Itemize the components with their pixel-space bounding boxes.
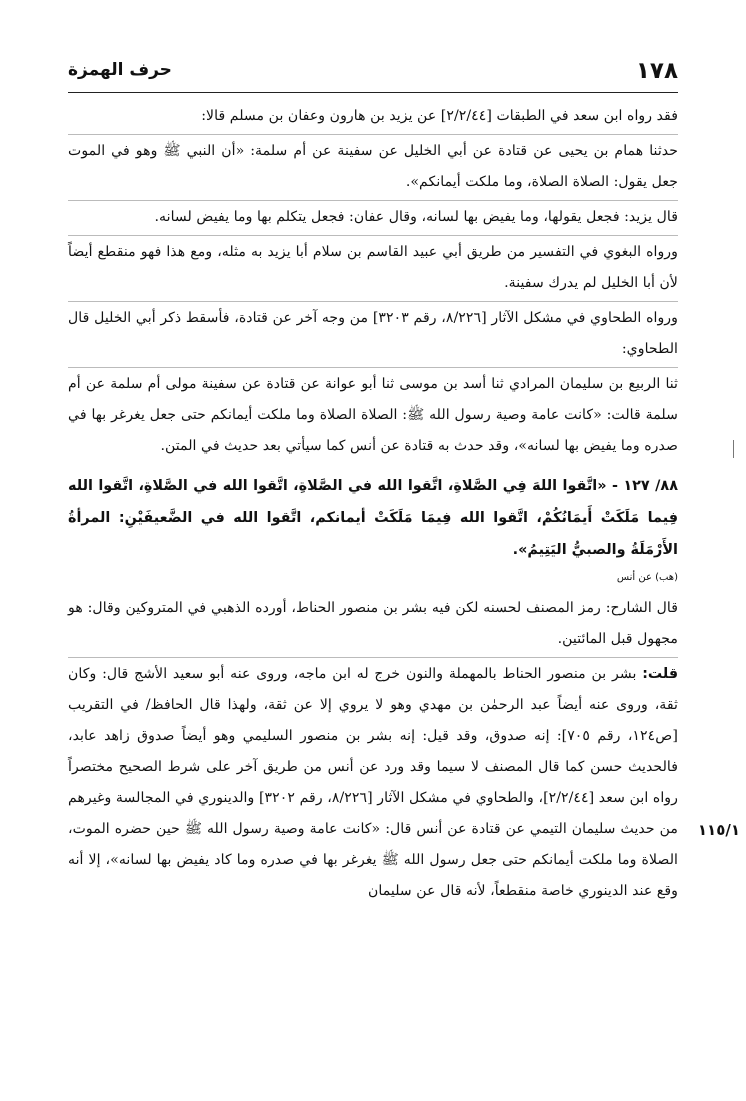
qult-paragraph <box>68 658 678 909</box>
margin-mark <box>733 440 734 458</box>
commentary-sharih: قال الشارح: رمز المصنف لحسنه لكن فيه بشر بن منصور الحناط، أورده الذهبي في المتروكين وقال: هو مجهول قبل المائتين. <box>68 592 678 658</box>
page-number: ١٧٨ <box>635 58 678 84</box>
page-header <box>68 52 678 93</box>
paragraph-baghawi: ورواه البغوي في التفسير من طريق أبي عبيد القاسم بن سلام أبا يزيد به مثله، ومع هذا فهو منقطع أيضاً لأن أبا الخليل لم يدرك سفينة. <box>68 236 678 302</box>
paragraph-hammam-chain: حدثنا همام بن يحيى عن قتادة عن أبي الخليل عن سفينة عن أم سلمة: «أن النبي ﷺ وهو في الموت جعل يقول: الصلاة الصلاة، وما ملكت أيمانكم». <box>68 135 678 201</box>
paragraph-ibn-saad: فقد رواه ابن سعد في الطبقات [٢/٢/٤٤] عن يزيد بن هارون وعفان بن مسلم قالا: <box>68 100 678 135</box>
body-text <box>68 100 678 909</box>
hadith-text: ٨٨/ ١٢٧ - «اتَّقوا اللهَ فِي الصَّلاةِ، اتَّقوا الله في الصَّلاةِ، اتَّقوا الله في الصَّلاةِ، اتَّقوا الله فِيما مَلَكَتْ أَيمَانُكُمْ، اتَّقوا الله فِيمَا مَلَكَتْ أيمانكم، اتَّقوا الله في الضَّعيفَيْنِ: المرأةُ الأَرْمَلَةُ والصبيُّ اليَتِيمُ». <box>68 478 678 558</box>
running-title: حرف الهمزة <box>68 60 172 80</box>
hadith-number: ٨٨/ ١٢٧ <box>623 478 678 494</box>
hadith-source: (هب) عن أنس <box>616 572 678 583</box>
qult-text: بشر بن منصور الحناط بالمهملة والنون خرج له ابن ماجه، وروى عنه أبو سعيد الأشج قال: وكان ثقة، وروى عنه أيضاً عبد الرحمٰن بن مهدي وهو لا يروي إلا عن ثقة، ولهذا قال الحافظ/ في التقريب [ص١٢٤، رقم ٧٠٥]: إنه صدوق، وقد قيل: إنه بشر بن منصور السليمي وهو أيضاً صدوق زاهد عابد، فالحديث حسن كما قال المصنف لا سيما وقد ورد عن أنس من طريق آخر على شرط الصحيح مختصراً رواه ابن سعد [٢/٢/٤٤]، والطحاوي في مشكل الآثار [٨/٢٢٦، رقم ٣٢٠٢] والدينوري في المجالسة وغيرهم من حديث سليمان التيمي عن قتادة عن أنس قال: «كانت عامة وصية رسول الله ﷺ حين حضره الموت، الصلاة وما ملكت أيمانكم حتى جعل رسول الله ﷺ يغرغر بها في صدره وما كاد يفيض بها لسانه»، إلا أنه وقع عند الدينوري خاصة منقطعاً، لأنه قال عن سليمان <box>68 666 678 899</box>
qult-label: قلت: <box>642 666 678 682</box>
paragraph-yazid: قال يزيد: فجعل يقولها، وما يفيض بها لسانه، وقال عفان: فجعل يتكلم بها وما يفيض لسانه. <box>68 201 678 236</box>
manuscript-folio-reference: ١١٥/١ <box>697 821 740 839</box>
paragraph-tahawi: ورواه الطحاوي في مشكل الآثار [٨/٢٢٦، رقم ٣٢٠٣] من وجه آخر عن قتادة، فأسقط ذكر أبي الخليل قال الطحاوي: <box>68 302 678 368</box>
paragraph-rabi-chain: ثنا الربيع بن سليمان المرادي ثنا أسد بن موسى ثنا أبو عوانة عن قتادة عن سفينة مولى أم سلمة عن أم سلمة قالت: «كانت عامة وصية رسول الله ﷺ: الصلاة الصلاة وما ملكت أيمانكم حتى جعل يغرغر بها في صدره وما يفيض بها لسانه»، وقد حدث به قتادة عن أنس كما سيأتي بعد حديث في المتن. <box>68 376 678 454</box>
hadith-body: «اتَّقوا اللهَ فِي الصَّلاةِ، اتَّقوا الله في الصَّلاةِ، اتَّقوا الله في الصَّلاةِ، اتَّقوا الله فِيما مَلَكَتْ أَيمَانُكُمْ، اتَّقوا الله فِيمَا مَلَكَتْ أيمانكم، اتَّقوا الله في الضَّعيفَيْنِ: المرأةُ الأَرْمَلَةُ والصبيُّ اليَتِيمُ». <box>68 478 678 558</box>
